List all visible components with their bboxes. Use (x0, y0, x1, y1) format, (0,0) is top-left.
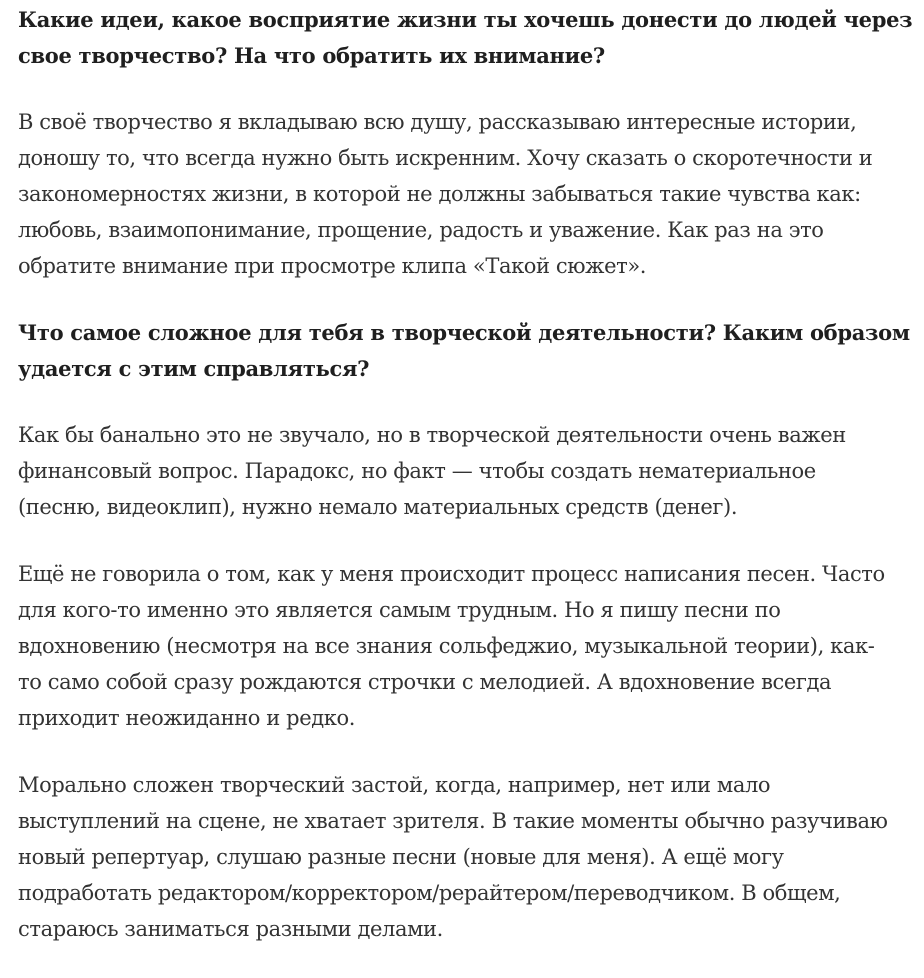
text-line: любовь, взаимопонимание, прощение, радость и уважение. Как раз на это (18, 218, 824, 242)
text-line: приходит неожиданно и редко. (18, 706, 356, 730)
text-line: для кого-то именно это является самым трудным. Но я пишу песни по (18, 598, 781, 622)
interview-answer-2 (18, 417, 918, 525)
text-line: финансовый вопрос. Парадокс, но факт — чтобы создать нематериальное (18, 459, 816, 483)
text-line: вдохновению (несмотря на все знания сольфеджио, музыкальной теории), как- (18, 634, 875, 658)
text-line: то само собой сразу рождаются строчки с мелодией. А вдохновение всегда (18, 670, 832, 694)
text-line: Морально сложен творческий застой, когда, например, нет или мало (18, 773, 771, 797)
text-line: (песню, видеоклип), нужно немало материальных средств (денег). (18, 495, 738, 519)
text-line: удается с этим справляться? (18, 356, 370, 381)
interview-question-2 (18, 315, 918, 387)
text-line: свое творчество? На что обратить их внимание? (18, 43, 605, 68)
interview-answer-3 (18, 556, 918, 736)
text-line: выступлений на сцене, не хватает зрителя. В такие моменты обычно разучиваю (18, 809, 888, 833)
text-line: В своё творчество я вкладываю всю душу, рассказываю интересные истории, (18, 110, 857, 134)
article-body (18, 2, 918, 978)
text-line: закономерностях жизни, в которой не должны забываться такие чувства как: (18, 182, 861, 206)
interview-answer-4 (18, 767, 918, 947)
interview-question-1 (18, 2, 918, 74)
text-line: подработать редактором/корректором/рерайтером/переводчиком. В общем, (18, 881, 841, 905)
text-line: Какие идеи, какое восприятие жизни ты хочешь донести до людей через (18, 7, 913, 32)
text-line: новый репертуар, слушаю разные песни (новые для меня). А ещё могу (18, 845, 784, 869)
interview-answer-1 (18, 104, 918, 284)
text-line: стараюсь заниматься разными делами. (18, 917, 443, 941)
text-line: Ещё не говорила о том, как у меня происходит процесс написания песен. Часто (18, 562, 885, 586)
text-line: доношу то, что всегда нужно быть искренним. Хочу сказать о скоротечности и (18, 146, 873, 170)
text-line: обратите внимание при просмотре клипа «Такой сюжет». (18, 254, 647, 278)
text-line: Как бы банально это не звучало, но в творческой деятельности очень важен (18, 423, 846, 447)
text-line: Что самое сложное для тебя в творческой деятельности? Каким образом (18, 320, 910, 345)
